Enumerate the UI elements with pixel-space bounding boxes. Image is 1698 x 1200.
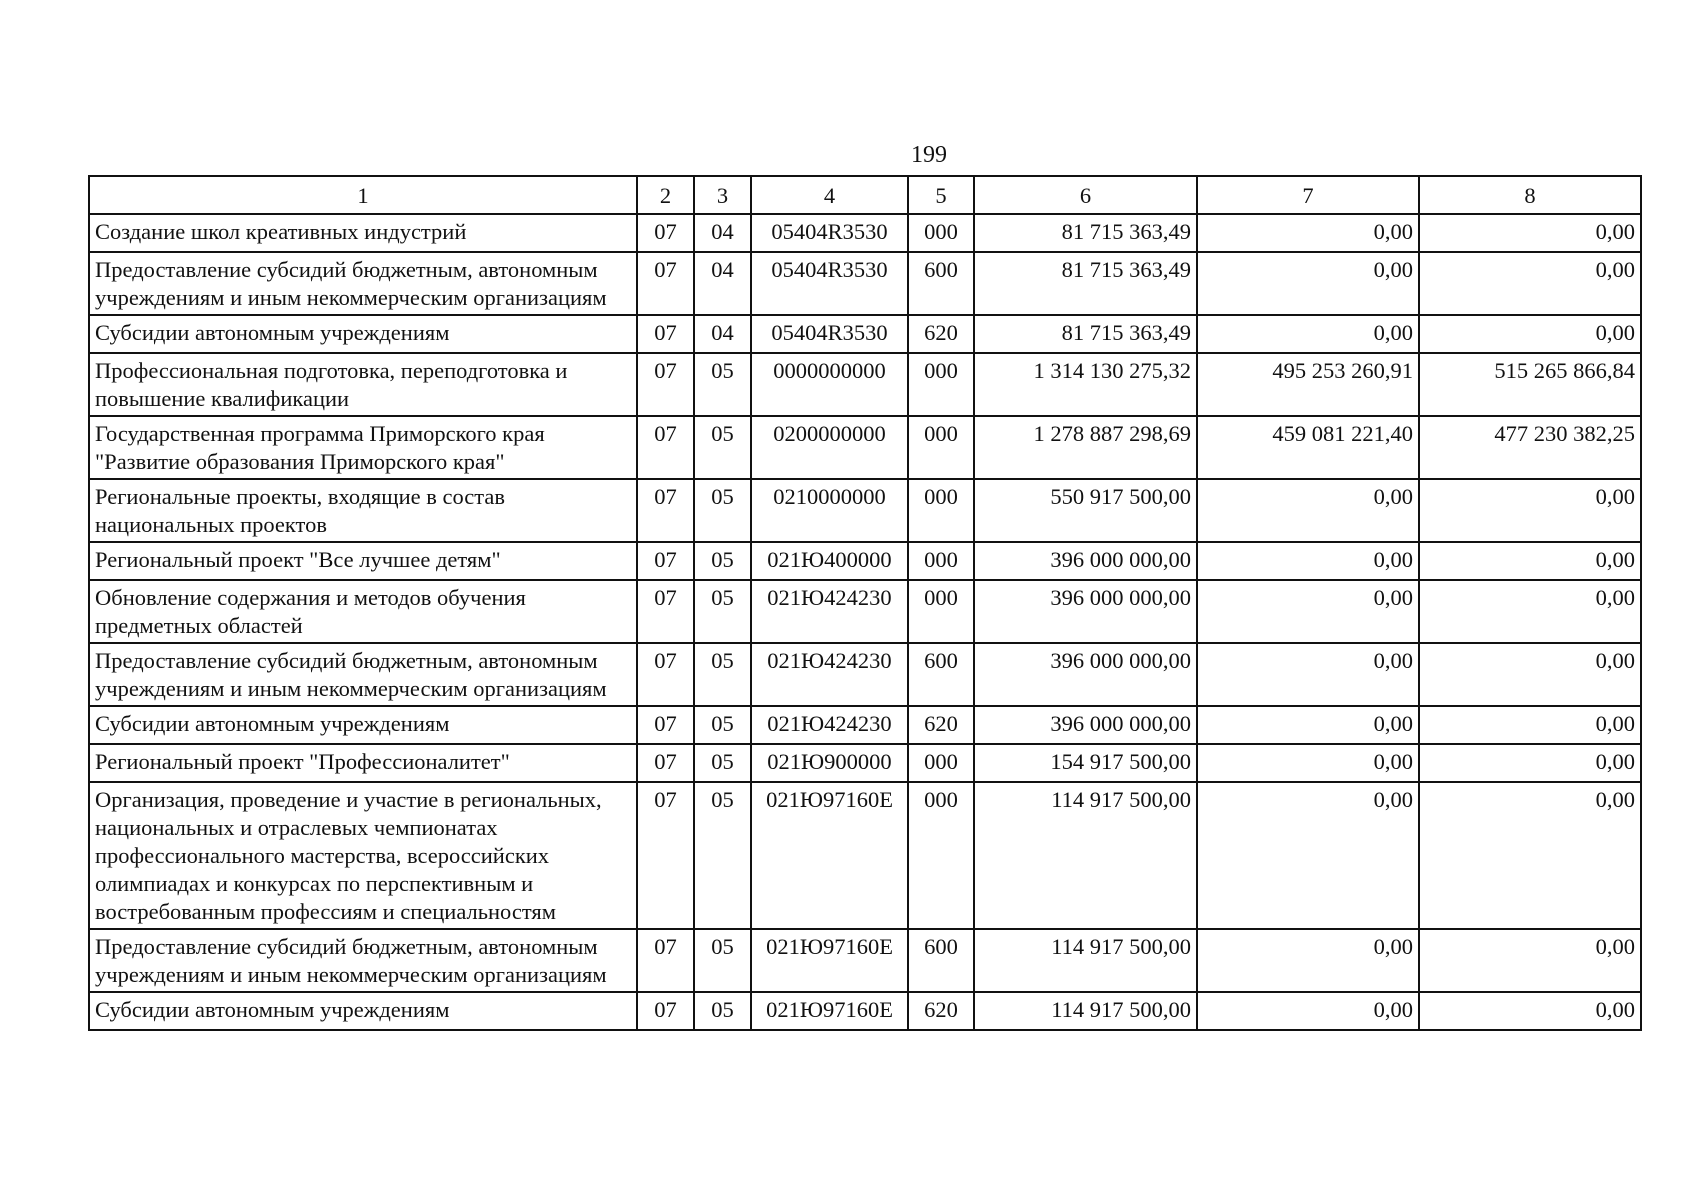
cell-target-code: 0000000000 (751, 353, 908, 416)
cell-name: Государственная программа Приморского края "Развитие образования Приморского края" (89, 416, 637, 479)
cell-amount-col8: 0,00 (1419, 542, 1641, 580)
cell-expense-type: 000 (908, 479, 974, 542)
cell-subsection: 05 (694, 992, 751, 1030)
cell-target-code: 021Ю97160Е (751, 992, 908, 1030)
cell-amount-col7: 0,00 (1197, 782, 1419, 929)
cell-amount-col8: 0,00 (1419, 782, 1641, 929)
cell-amount-col7: 0,00 (1197, 542, 1419, 580)
cell-name: Региональный проект "Все лучшее детям" (89, 542, 637, 580)
cell-amount-col6: 81 715 363,49 (974, 315, 1197, 353)
cell-amount-col6: 396 000 000,00 (974, 580, 1197, 643)
cell-amount-col8: 0,00 (1419, 580, 1641, 643)
cell-name: Организация, проведение и участие в региональных, национальных и отраслевых чемпионатах профессионального мастерства, всероссийских олимпиадах и конкурсах по перспективным и востребованным профессиям и специальностям (89, 782, 637, 929)
cell-section: 07 (637, 643, 694, 706)
cell-subsection: 05 (694, 744, 751, 782)
cell-section: 07 (637, 252, 694, 315)
cell-expense-type: 620 (908, 706, 974, 744)
cell-target-code: 05404R3530 (751, 315, 908, 353)
table-row (89, 643, 1641, 706)
column-header: 8 (1419, 176, 1641, 214)
table-body (89, 214, 1641, 1030)
cell-amount-col6: 114 917 500,00 (974, 992, 1197, 1030)
cell-amount-col8: 515 265 866,84 (1419, 353, 1641, 416)
cell-amount-col8: 0,00 (1419, 214, 1641, 252)
cell-name: Региональный проект "Профессионалитет" (89, 744, 637, 782)
column-header: 5 (908, 176, 974, 214)
cell-expense-type: 600 (908, 929, 974, 992)
cell-target-code: 021Ю97160Е (751, 782, 908, 929)
cell-expense-type: 620 (908, 992, 974, 1030)
table-row (89, 929, 1641, 992)
cell-section: 07 (637, 744, 694, 782)
table-row (89, 744, 1641, 782)
cell-amount-col7: 0,00 (1197, 214, 1419, 252)
cell-amount-col8: 0,00 (1419, 744, 1641, 782)
cell-amount-col6: 81 715 363,49 (974, 252, 1197, 315)
cell-amount-col6: 1 278 887 298,69 (974, 416, 1197, 479)
cell-section: 07 (637, 992, 694, 1030)
cell-expense-type: 000 (908, 782, 974, 929)
cell-amount-col8: 0,00 (1419, 643, 1641, 706)
cell-amount-col6: 550 917 500,00 (974, 479, 1197, 542)
cell-expense-type: 600 (908, 643, 974, 706)
cell-amount-col8: 0,00 (1419, 706, 1641, 744)
column-header: 2 (637, 176, 694, 214)
cell-expense-type: 620 (908, 315, 974, 353)
cell-name: Создание школ креативных индустрий (89, 214, 637, 252)
cell-target-code: 021Ю424230 (751, 706, 908, 744)
cell-target-code: 05404R3530 (751, 252, 908, 315)
table-row (89, 416, 1641, 479)
table-row (89, 479, 1641, 542)
cell-expense-type: 000 (908, 744, 974, 782)
cell-name: Предоставление субсидий бюджетным, автономным учреждениям и иным некоммерческим организациям (89, 643, 637, 706)
cell-expense-type: 000 (908, 214, 974, 252)
cell-section: 07 (637, 542, 694, 580)
page-number: 199 (911, 142, 947, 168)
table-row (89, 214, 1641, 252)
cell-subsection: 05 (694, 580, 751, 643)
table-row (89, 706, 1641, 744)
cell-amount-col6: 396 000 000,00 (974, 542, 1197, 580)
cell-target-code: 0210000000 (751, 479, 908, 542)
cell-target-code: 021Ю900000 (751, 744, 908, 782)
cell-amount-col6: 396 000 000,00 (974, 706, 1197, 744)
cell-name: Субсидии автономным учреждениям (89, 315, 637, 353)
cell-amount-col7: 0,00 (1197, 479, 1419, 542)
cell-amount-col8: 0,00 (1419, 315, 1641, 353)
cell-section: 07 (637, 782, 694, 929)
cell-name: Предоставление субсидий бюджетным, автономным учреждениям и иным некоммерческим организациям (89, 252, 637, 315)
column-header: 6 (974, 176, 1197, 214)
cell-name: Субсидии автономным учреждениям (89, 706, 637, 744)
cell-name: Предоставление субсидий бюджетным, автономным учреждениям и иным некоммерческим организациям (89, 929, 637, 992)
cell-amount-col6: 114 917 500,00 (974, 782, 1197, 929)
cell-subsection: 04 (694, 214, 751, 252)
header-row (89, 176, 1641, 214)
cell-amount-col7: 0,00 (1197, 744, 1419, 782)
cell-name: Региональные проекты, входящие в состав национальных проектов (89, 479, 637, 542)
cell-amount-col6: 114 917 500,00 (974, 929, 1197, 992)
cell-subsection: 04 (694, 252, 751, 315)
table-row (89, 252, 1641, 315)
cell-name: Профессиональная подготовка, переподготовка и повышение квалификации (89, 353, 637, 416)
cell-amount-col7: 459 081 221,40 (1197, 416, 1419, 479)
cell-section: 07 (637, 929, 694, 992)
cell-name: Обновление содержания и методов обучения предметных областей (89, 580, 637, 643)
table-row (89, 315, 1641, 353)
cell-amount-col7: 0,00 (1197, 643, 1419, 706)
cell-amount-col7: 495 253 260,91 (1197, 353, 1419, 416)
column-header: 7 (1197, 176, 1419, 214)
cell-target-code: 021Ю97160Е (751, 929, 908, 992)
cell-amount-col7: 0,00 (1197, 252, 1419, 315)
column-header: 1 (89, 176, 637, 214)
column-header: 4 (751, 176, 908, 214)
cell-amount-col6: 81 715 363,49 (974, 214, 1197, 252)
cell-amount-col7: 0,00 (1197, 992, 1419, 1030)
cell-amount-col7: 0,00 (1197, 929, 1419, 992)
cell-amount-col8: 0,00 (1419, 479, 1641, 542)
cell-subsection: 04 (694, 315, 751, 353)
cell-subsection: 05 (694, 542, 751, 580)
cell-target-code: 05404R3530 (751, 214, 908, 252)
cell-subsection: 05 (694, 706, 751, 744)
cell-expense-type: 000 (908, 353, 974, 416)
cell-amount-col8: 0,00 (1419, 929, 1641, 992)
cell-section: 07 (637, 416, 694, 479)
cell-amount-col8: 0,00 (1419, 992, 1641, 1030)
cell-amount-col7: 0,00 (1197, 315, 1419, 353)
cell-name: Субсидии автономным учреждениям (89, 992, 637, 1030)
cell-section: 07 (637, 706, 694, 744)
cell-section: 07 (637, 353, 694, 416)
cell-target-code: 021Ю424230 (751, 643, 908, 706)
table-row (89, 782, 1641, 929)
cell-amount-col6: 396 000 000,00 (974, 643, 1197, 706)
cell-expense-type: 000 (908, 580, 974, 643)
cell-subsection: 05 (694, 782, 751, 929)
cell-subsection: 05 (694, 353, 751, 416)
cell-amount-col7: 0,00 (1197, 580, 1419, 643)
cell-expense-type: 000 (908, 542, 974, 580)
cell-subsection: 05 (694, 416, 751, 479)
cell-section: 07 (637, 315, 694, 353)
cell-amount-col8: 0,00 (1419, 252, 1641, 315)
table-row (89, 353, 1641, 416)
cell-subsection: 05 (694, 643, 751, 706)
budget-table (88, 175, 1642, 1031)
cell-target-code: 0200000000 (751, 416, 908, 479)
cell-amount-col6: 154 917 500,00 (974, 744, 1197, 782)
cell-expense-type: 600 (908, 252, 974, 315)
cell-section: 07 (637, 214, 694, 252)
table-row (89, 992, 1641, 1030)
cell-target-code: 021Ю400000 (751, 542, 908, 580)
column-header: 3 (694, 176, 751, 214)
cell-amount-col7: 0,00 (1197, 706, 1419, 744)
cell-subsection: 05 (694, 929, 751, 992)
cell-expense-type: 000 (908, 416, 974, 479)
cell-section: 07 (637, 580, 694, 643)
cell-amount-col6: 1 314 130 275,32 (974, 353, 1197, 416)
cell-section: 07 (637, 479, 694, 542)
cell-target-code: 021Ю424230 (751, 580, 908, 643)
table-row (89, 542, 1641, 580)
table-row (89, 580, 1641, 643)
cell-subsection: 05 (694, 479, 751, 542)
cell-amount-col8: 477 230 382,25 (1419, 416, 1641, 479)
